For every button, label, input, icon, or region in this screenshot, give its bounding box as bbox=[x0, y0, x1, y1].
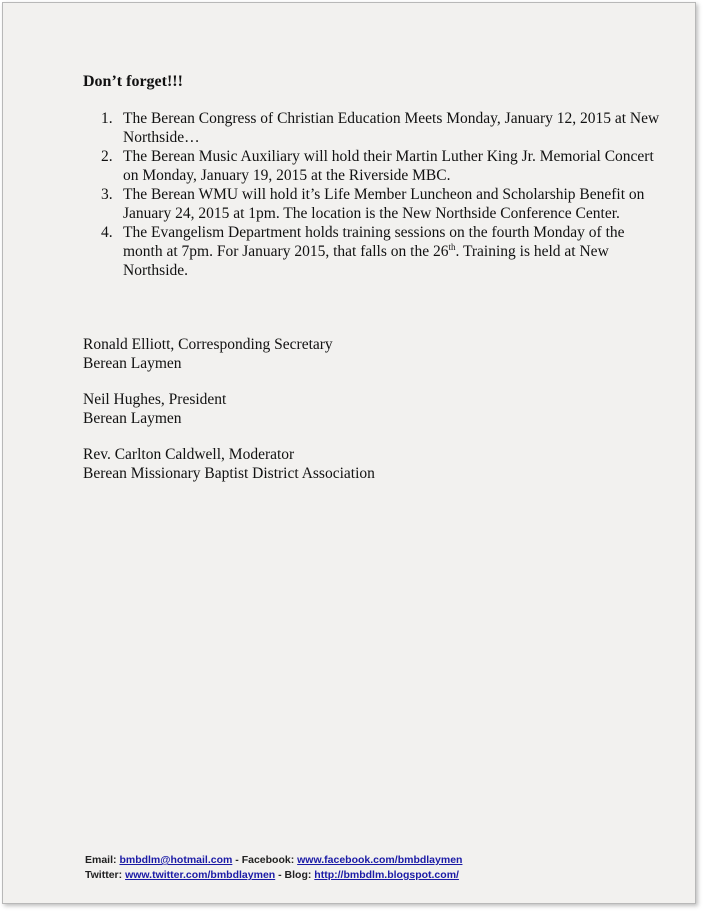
signature-name-title: Ronald Elliott, Corresponding Secretary bbox=[83, 336, 333, 353]
blog-link[interactable]: http://bmbdlm.blogspot.com/ bbox=[314, 869, 459, 881]
list-item bbox=[101, 223, 663, 280]
list-item-text bbox=[123, 224, 625, 279]
signature-block-president bbox=[83, 390, 503, 428]
reminder-list bbox=[101, 109, 663, 280]
document-page bbox=[2, 2, 696, 904]
blog-label: Blog: bbox=[284, 869, 312, 881]
footer-line-1 bbox=[85, 853, 645, 868]
footer-separator: - bbox=[232, 854, 242, 866]
list-item-number: 3. bbox=[101, 186, 113, 203]
signature-organization: Berean Laymen bbox=[83, 410, 182, 427]
reminder-heading: Don’t forget!!! bbox=[83, 73, 183, 90]
signature-name-title: Neil Hughes, President bbox=[83, 391, 227, 408]
twitter-label: Twitter: bbox=[85, 869, 123, 881]
email-link[interactable]: bmbdlm@hotmail.com bbox=[119, 854, 233, 866]
list-item-text-end: . Training is held at New Northside. bbox=[123, 243, 609, 279]
signature-name-title: Rev. Carlton Caldwell, Moderator bbox=[83, 446, 295, 463]
list-item-number: 1. bbox=[101, 110, 113, 127]
facebook-label: Facebook: bbox=[241, 854, 295, 866]
email-label: Email: bbox=[85, 854, 117, 866]
list-item bbox=[101, 147, 663, 185]
list-item-number: 4. bbox=[101, 224, 113, 241]
list-item bbox=[101, 109, 663, 147]
signature-block-secretary bbox=[83, 335, 503, 373]
list-item-text: The Berean WMU will hold it’s Life Member Luncheon and Scholarship Benefit on January 24, 2015 at 1pm. The location is the New Northside Conference Center. bbox=[123, 186, 645, 222]
footer-line-2 bbox=[85, 868, 645, 883]
ordinal-superscript: th bbox=[448, 241, 456, 252]
twitter-link[interactable]: www.twitter.com/bmbdlaymen bbox=[125, 869, 276, 881]
list-item-text-start: The Evangelism Department holds training sessions on the fourth Monday of the month at 7pm. For January 2015, that falls on the 26 bbox=[123, 224, 625, 260]
signature-organization: Berean Laymen bbox=[83, 355, 182, 372]
list-item-number: 2. bbox=[101, 148, 113, 165]
signature-organization: Berean Missionary Baptist District Association bbox=[83, 465, 375, 482]
signature-block-moderator bbox=[83, 445, 503, 483]
footer-separator: - bbox=[275, 869, 285, 881]
list-item-text: The Berean Music Auxiliary will hold their Martin Luther King Jr. Memorial Concert on Monday, January 19, 2015 at the Riverside MBC. bbox=[123, 148, 654, 184]
list-item bbox=[101, 185, 663, 223]
list-item-text: The Berean Congress of Christian Education Meets Monday, January 12, 2015 at New Northside… bbox=[123, 110, 660, 146]
facebook-link[interactable]: www.facebook.com/bmbdlaymen bbox=[297, 854, 463, 866]
contact-footer bbox=[85, 853, 645, 883]
